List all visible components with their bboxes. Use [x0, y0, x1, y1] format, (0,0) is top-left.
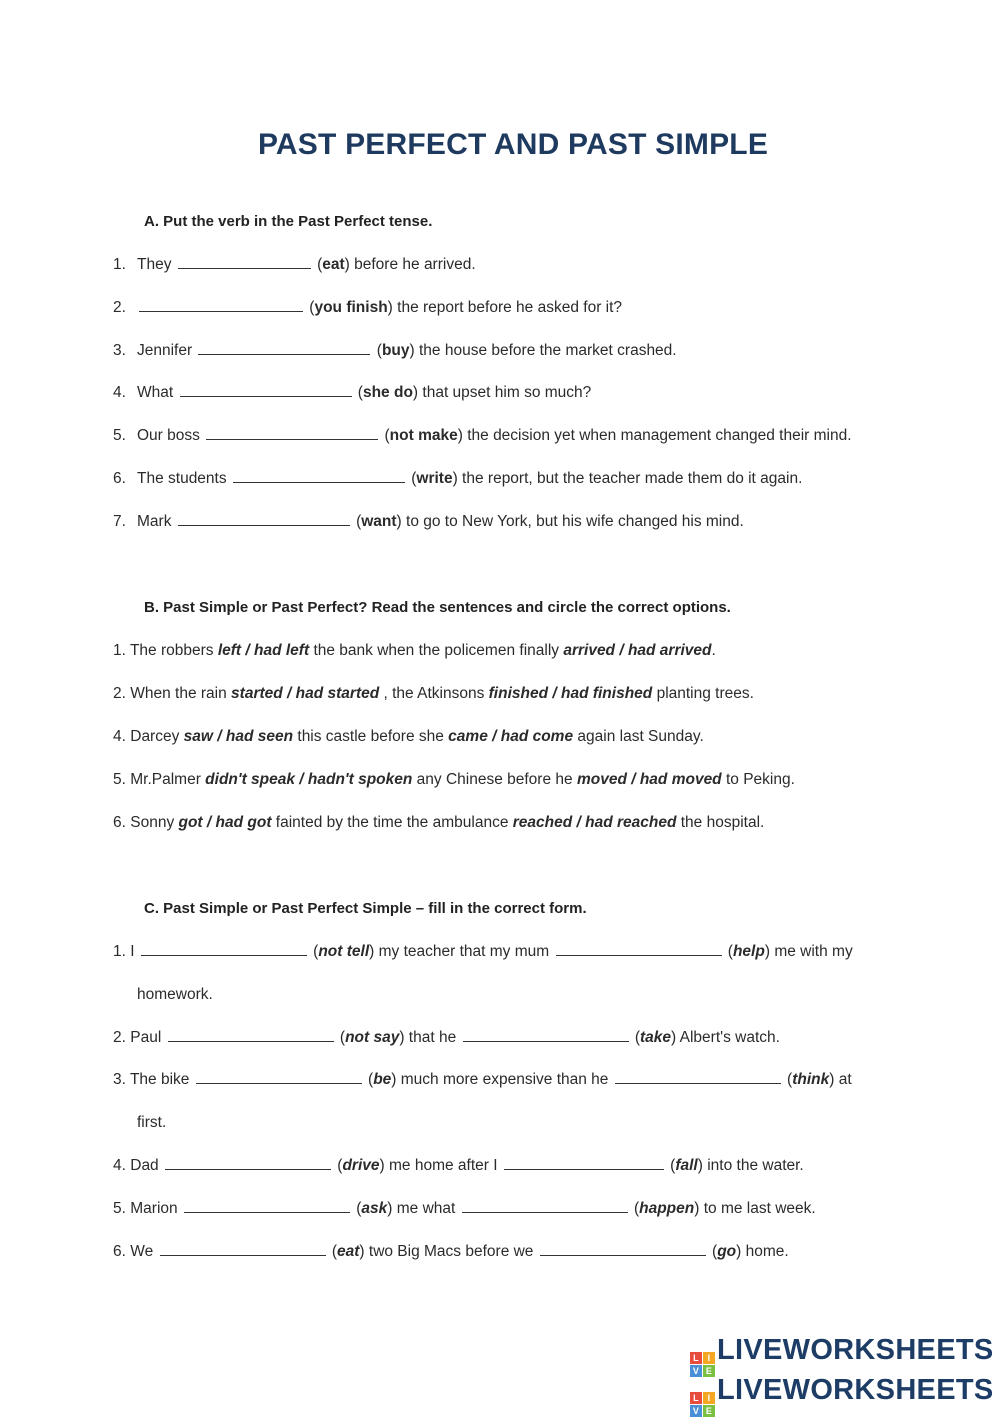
answer-blank[interactable] [540, 1254, 706, 1256]
item-number: 4. [113, 384, 126, 401]
answer-blank[interactable] [198, 353, 370, 355]
answer-blank[interactable] [184, 1211, 350, 1213]
b-item-1 [113, 642, 716, 660]
logo-text: LIVEWORKSHEETS [717, 1334, 994, 1366]
section-b-heading: B. Past Simple or Past Perfect? Read the sentences and circle the correct options. [144, 599, 731, 616]
verb-hint: help [732, 943, 765, 960]
item-number: 3. [113, 1071, 126, 1088]
item-text: to me last week. [699, 1200, 816, 1217]
item-text: Sonny [125, 814, 179, 831]
page-title: PAST PERFECT AND PAST SIMPLE [257, 128, 769, 161]
answer-blank[interactable] [504, 1168, 664, 1170]
item-text: that he [404, 1029, 457, 1046]
verb-hint: take [640, 1029, 672, 1046]
section-c-heading: C. Past Simple or Past Perfect Simple – fill in the correct form. [144, 900, 587, 917]
answer-blank[interactable] [178, 524, 350, 526]
answer-blank[interactable] [556, 954, 722, 956]
item-text: me with my [770, 943, 853, 960]
c-item-1-continuation: homework. [137, 986, 213, 1003]
b-item-6 [113, 814, 764, 832]
item-text: to Peking. [721, 771, 795, 788]
verb-hint: not make [389, 427, 458, 444]
choice-option[interactable]: finished / had finished [488, 685, 653, 702]
item-text: The students [137, 470, 227, 487]
item-text: any Chinese before he [412, 771, 577, 788]
item-number: 7. [113, 513, 126, 530]
item-text: I [125, 943, 135, 960]
item-number: 5. [113, 427, 126, 444]
item-text: They [137, 256, 172, 273]
a-item-7: 7. Mark (want) to go to New York, but his wife changed his mind. [113, 513, 744, 530]
a-item-6: 6. The students (write) the report, but the teacher made them do it again. [113, 470, 803, 487]
item-text: The bike [125, 1071, 190, 1088]
item-text: Darcey [125, 728, 184, 745]
verb-hint: eat [322, 256, 345, 273]
c-item-2: 2. Paul (not say) that he (take) Albert's watch. [113, 1029, 780, 1046]
item-text: the hospital. [676, 814, 765, 831]
item-text: my teacher that my mum [374, 943, 550, 960]
verb-hint: go [717, 1243, 737, 1260]
item-number: 2. [113, 1029, 126, 1046]
item-number: 1. [113, 256, 126, 273]
item-text: again last Sunday. [573, 728, 704, 745]
item-text: the decision yet when management changed their mind. [462, 427, 852, 444]
answer-blank[interactable] [165, 1168, 331, 1170]
item-text: the report before he asked for it? [392, 299, 623, 316]
a-item-2: 2. (you finish) the report before he asked for it? [113, 299, 623, 316]
liveworksheets-logo [690, 1374, 994, 1417]
item-text: two Big Macs before we [364, 1243, 534, 1260]
item-number: 2. [113, 299, 126, 316]
item-text: We [125, 1243, 154, 1260]
item-text: Marion [125, 1200, 178, 1217]
item-text: Jennifer [137, 342, 193, 359]
choice-option[interactable]: got / had got [178, 814, 272, 831]
mark-letter: E [703, 1365, 715, 1377]
a-item-5: 5. Our boss (not make) the decision yet when management changed their mind. [113, 427, 852, 444]
choice-option[interactable]: moved / had moved [576, 771, 722, 788]
a-item-4: 4. What (she do) that upset him so much? [113, 384, 592, 401]
answer-blank[interactable] [462, 1211, 628, 1213]
b-item-5 [113, 771, 795, 789]
a-item-1: 1. They (eat) before he arrived. [113, 256, 476, 273]
mark-letter: V [690, 1365, 702, 1377]
mark-letter: L [690, 1352, 702, 1364]
item-number: 6. [113, 1243, 126, 1260]
item-text: When the rain [125, 685, 232, 702]
verb-hint: want [361, 513, 397, 530]
verb-hint: eat [337, 1243, 360, 1260]
item-text: this castle before she [293, 728, 449, 745]
item-number: 1. [113, 943, 126, 960]
item-text: that upset him so much? [418, 384, 592, 401]
c-item-4: 4. Dad (drive) me home after I (fall) into the water. [113, 1157, 804, 1174]
item-text: to go to New York, but his wife changed his mind. [401, 513, 744, 530]
item-text: much more expensive than he [396, 1071, 609, 1088]
item-number: 4. [113, 728, 126, 745]
answer-blank[interactable] [178, 267, 311, 269]
choice-option[interactable]: arrived / had arrived [563, 642, 712, 659]
item-text: Albert's watch. [676, 1029, 780, 1046]
answer-blank[interactable] [206, 438, 378, 440]
item-number: 3. [113, 342, 126, 359]
verb-hint: fall [675, 1157, 698, 1174]
b-item-2 [113, 685, 754, 703]
item-text: before he arrived. [349, 256, 476, 273]
verb-hint: happen [639, 1200, 695, 1217]
answer-blank[interactable] [463, 1040, 629, 1042]
item-text: Mr.Palmer [125, 771, 206, 788]
b-item-4 [113, 728, 704, 746]
item-text: planting trees. [652, 685, 754, 702]
item-number: 6. [113, 814, 126, 831]
item-text: me what [392, 1200, 456, 1217]
item-text: Mark [137, 513, 172, 530]
choice-option[interactable]: came / had come [448, 728, 574, 745]
answer-blank[interactable] [233, 481, 405, 483]
item-text: at [834, 1071, 852, 1088]
verb-hint: think [792, 1071, 830, 1088]
item-text: . [711, 642, 716, 659]
answer-blank[interactable] [160, 1254, 326, 1256]
a-item-3: 3. Jennifer (buy) the house before the market crashed. [113, 342, 677, 359]
c-item-3-continuation: first. [137, 1114, 167, 1131]
liveworksheets-mark-icon [690, 1392, 715, 1417]
c-item-3: 3. The bike (be) much more expensive than he (think) at [113, 1071, 852, 1088]
logo-text: LIVEWORKSHEETS [717, 1374, 994, 1406]
item-text: into the water. [702, 1157, 804, 1174]
answer-blank[interactable] [615, 1082, 781, 1084]
item-number: 5. [113, 1200, 126, 1217]
item-text: The robbers [125, 642, 218, 659]
choice-option[interactable]: reached / had reached [512, 814, 677, 831]
item-number: 4. [113, 1157, 126, 1174]
item-text: me home after I [384, 1157, 498, 1174]
item-text: , the Atkinsons [379, 685, 489, 702]
item-text: Paul [125, 1029, 162, 1046]
verb-hint: you finish [314, 299, 388, 316]
verb-hint: be [373, 1071, 392, 1088]
mark-letter: V [690, 1405, 702, 1417]
liveworksheets-logo [690, 1334, 994, 1377]
c-item-6: 6. We (eat) two Big Macs before we (go) home. [113, 1243, 789, 1260]
verb-hint: she do [362, 384, 413, 401]
section-a-heading: A. Put the verb in the Past Perfect tense. [144, 213, 433, 230]
item-text: Dad [125, 1157, 159, 1174]
choice-option[interactable]: saw / had seen [183, 728, 294, 745]
answer-blank[interactable] [168, 1040, 334, 1042]
verb-hint: not say [345, 1029, 400, 1046]
verb-hint: buy [381, 342, 410, 359]
answer-blank[interactable] [141, 954, 307, 956]
choice-option[interactable]: didn't speak / hadn't spoken [205, 771, 413, 788]
mark-letter: E [703, 1405, 715, 1417]
answer-blank[interactable] [180, 395, 352, 397]
answer-blank[interactable] [196, 1082, 362, 1084]
item-text: the house before the market crashed. [414, 342, 677, 359]
item-number: 1. [113, 642, 126, 659]
verb-hint: write [416, 470, 453, 487]
mark-letter: I [703, 1392, 715, 1404]
item-text: the report, but the teacher made them do it again. [457, 470, 803, 487]
c-item-5: 5. Marion (ask) me what (happen) to me last week. [113, 1200, 816, 1217]
item-text: home. [741, 1243, 789, 1260]
mark-letter: I [703, 1352, 715, 1364]
item-text: fainted by the time the ambulance [271, 814, 513, 831]
item-text: the bank when the policemen finally [309, 642, 564, 659]
choice-option[interactable]: left / had left [217, 642, 310, 659]
item-text: What [137, 384, 174, 401]
verb-hint: not tell [318, 943, 370, 960]
answer-blank[interactable] [139, 310, 303, 312]
mark-letter: L [690, 1392, 702, 1404]
item-number: 2. [113, 685, 126, 702]
verb-hint: drive [342, 1157, 380, 1174]
item-number: 5. [113, 771, 126, 788]
choice-option[interactable]: started / had started [231, 685, 380, 702]
item-text: Our boss [137, 427, 200, 444]
c-item-1: 1. I (not tell) my teacher that my mum (help) me with my [113, 943, 853, 960]
verb-hint: ask [361, 1200, 388, 1217]
item-number: 6. [113, 470, 126, 487]
